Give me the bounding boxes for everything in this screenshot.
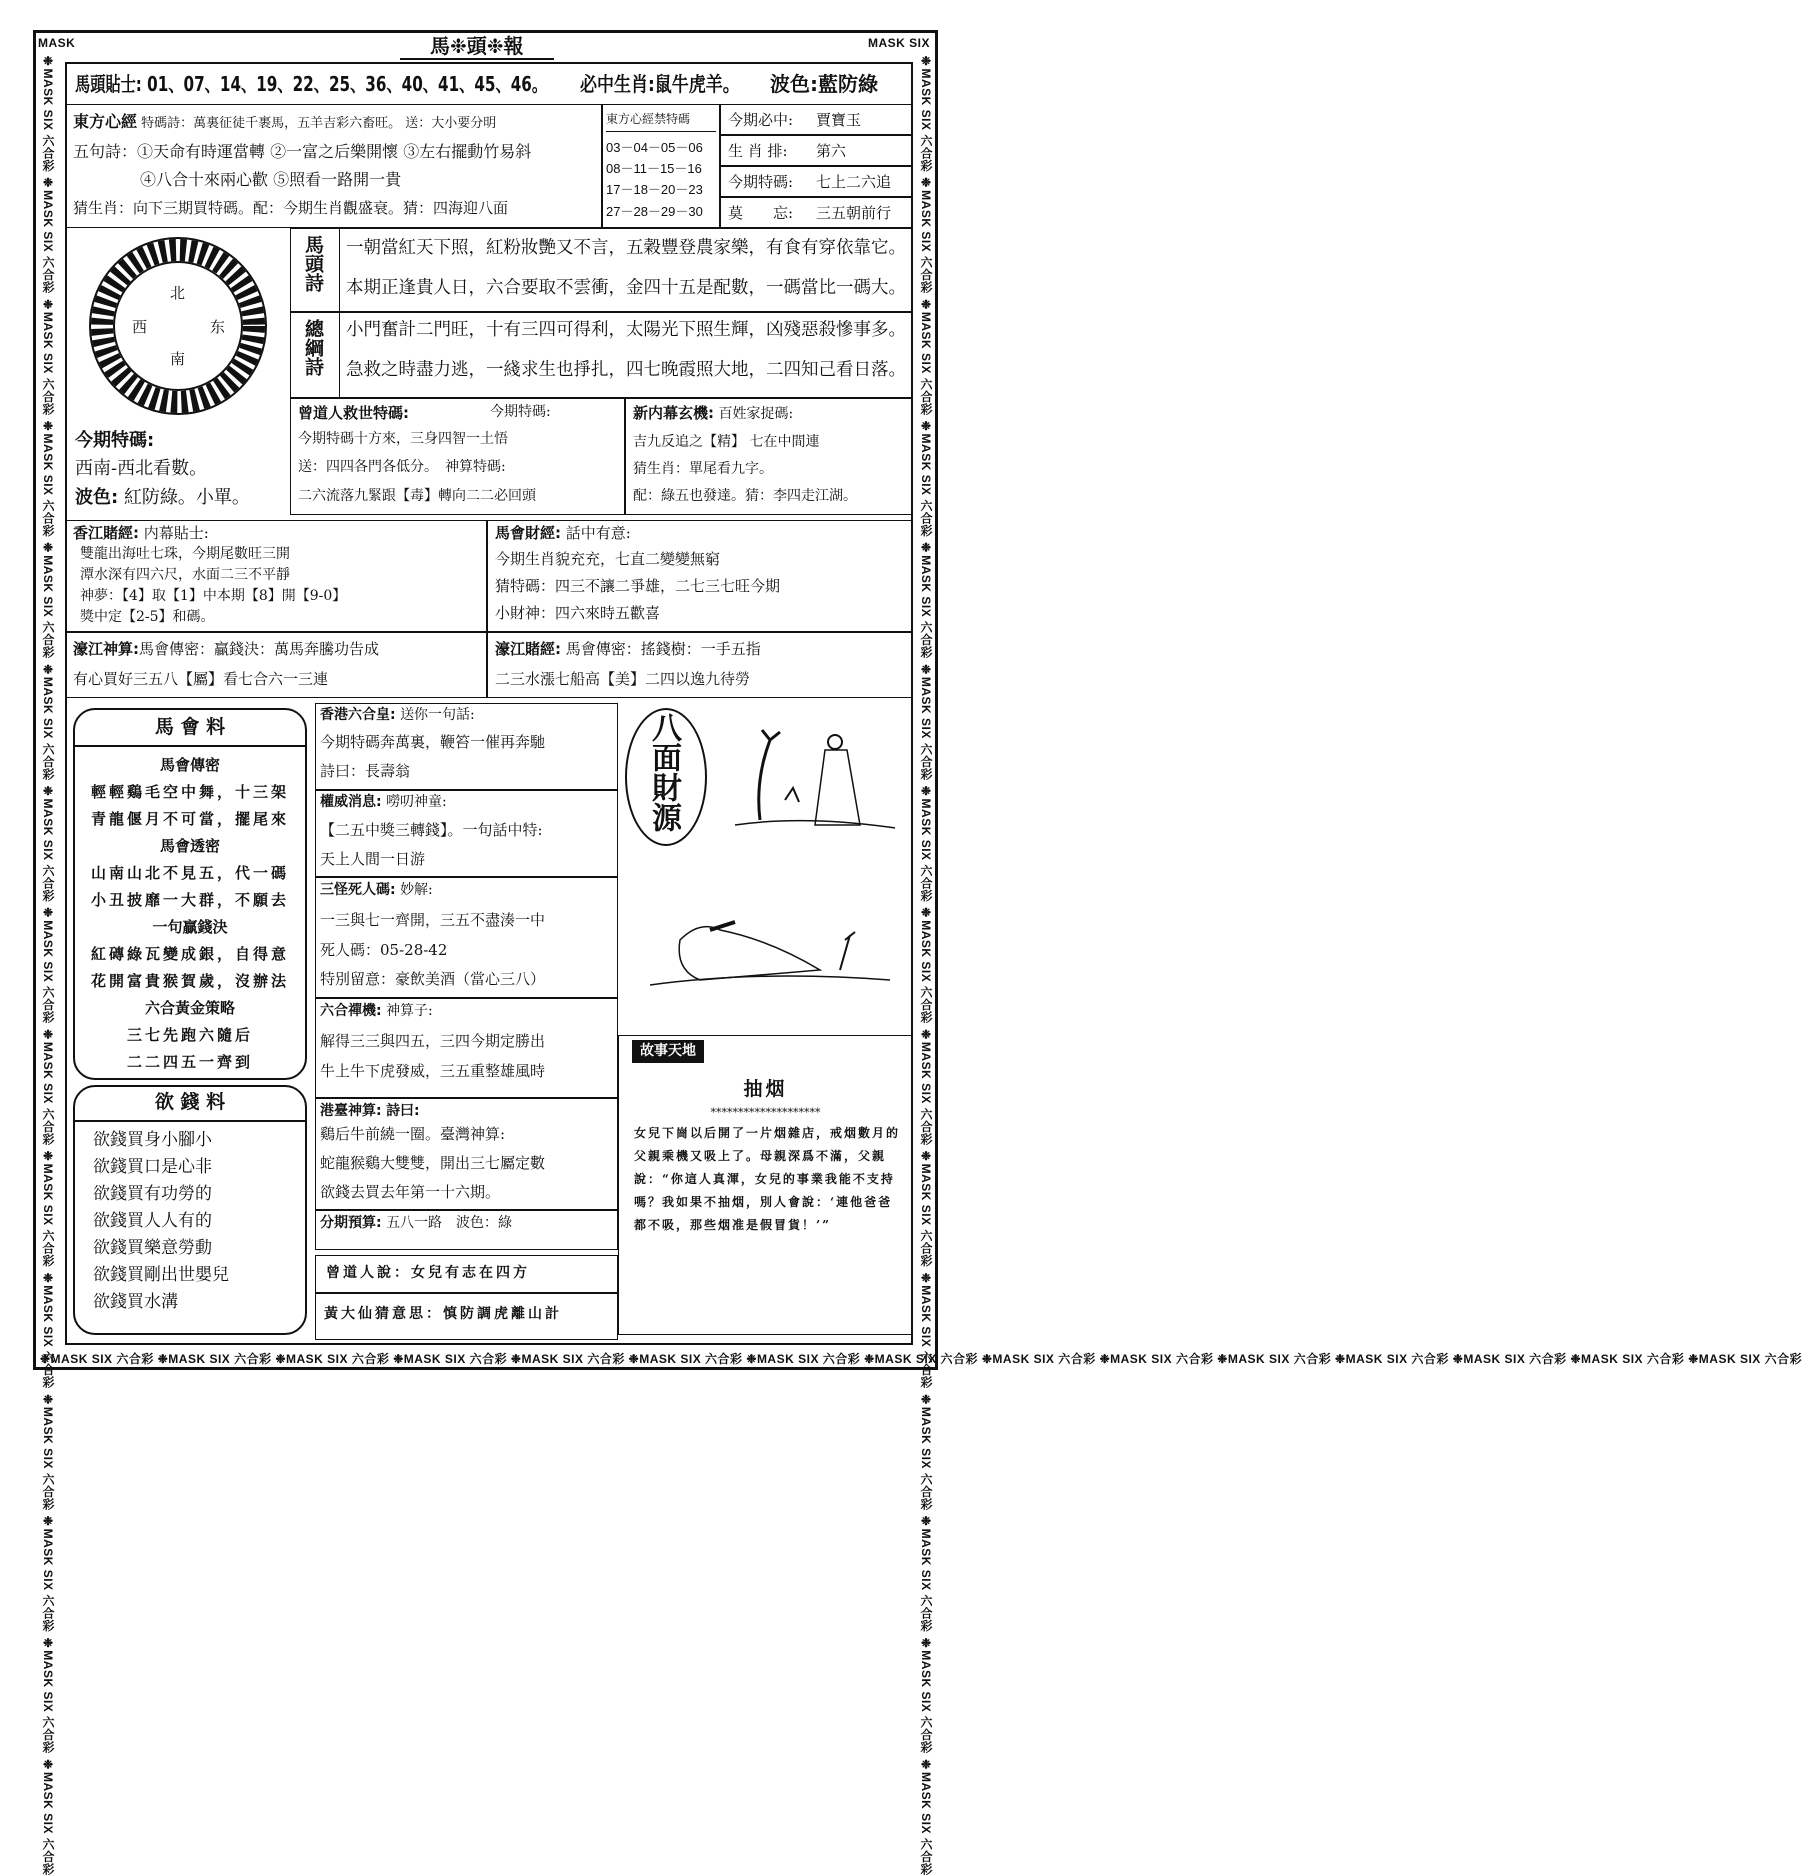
haojiang-ss-head	[73, 640, 379, 658]
block-line: 花開富貴猴賀歲，沒辦法	[90, 972, 289, 990]
info-row	[720, 135, 913, 166]
special-color-label: 波色:	[75, 487, 119, 508]
info-label: 生 肖 排:	[728, 142, 788, 160]
haojiang-ss-sub: 馬會傳密：贏錢決：萬馬奔騰功告成	[139, 640, 380, 658]
block-line: 山南山北不見五，代一碼	[90, 864, 289, 882]
zeng-sub: 今期特碼:	[490, 404, 551, 420]
wheel-south: 南	[170, 350, 186, 368]
wheel-north: 北	[170, 284, 186, 302]
poem-line: 一朝當紅天下照，紅粉妝艷又不言，五穀豐登農家樂，有食有穿依靠它。	[346, 238, 906, 258]
mid-line: 天上人間一日游	[320, 850, 426, 868]
huang-daxian: 黃大仙猜意思：慎防調虎離山計	[324, 1306, 562, 1322]
five-line-1	[73, 142, 531, 161]
info-value: 賈寶玉	[816, 111, 862, 129]
special-color-line	[75, 487, 250, 509]
zonggang-poem-label: 總綱詩	[302, 319, 324, 376]
xiangjiang-title: 香江賭經:	[73, 524, 139, 542]
list-item: 欲錢買剛出世嬰兒	[93, 1265, 229, 1285]
mahui-cai-title: 馬會財經:	[495, 524, 561, 542]
five-line-2: ④八合十來兩心歡 ⑤照看一路開一貴	[140, 170, 402, 189]
east-title: 東方心經	[73, 112, 138, 131]
mid-title: 分期預算:	[320, 1215, 382, 1231]
block-head: 一句贏錢決	[152, 918, 228, 936]
info-row	[720, 166, 913, 197]
haojiang-dj-head	[495, 640, 761, 658]
xinneimu-head	[633, 404, 793, 423]
block-line: 紅磚綠瓦變成銀，自得意	[90, 945, 289, 963]
ban-row: 08－11－15－16	[606, 161, 702, 176]
zeng-title: 曾道人救世特碼:	[298, 404, 409, 422]
zonggang-poem-label-box	[290, 312, 340, 398]
ban-row: 03－04－05－06	[606, 140, 703, 155]
east-guess: 猜生肖：向下三期買特碼。配：今期生肖觀盛衰。猜：四海迎八面	[73, 199, 509, 217]
block-head: 六合黃金策略	[144, 999, 235, 1017]
zodiac-label: 必中生肖:	[580, 72, 655, 96]
mid-line: 鷄后牛前繞一圈。臺灣神算:	[320, 1125, 506, 1143]
scholar-illustration-icon	[715, 720, 905, 840]
mid-head	[320, 707, 475, 724]
border-right-band: ❉MASK SIX 六合彩 ❉MASK SIX 六合彩 ❉MASK SIX 六合彩 ❉MASK SIX 六合彩 ❉MASK SIX 六合彩 ❉MASK SIX 六合彩 ❉MASK SIX 六合彩 ❉MASK SIX 六合彩 ❉MASK SIX 六合彩 ❉MASK SIX 六合彩 ❉MASK SIX 六合彩 ❉MASK SIX 六合彩 ❉MASK SIX 六合彩 ❉MASK SIX 六合彩 ❉MASK SIX 六合彩	[919, 54, 933, 1875]
mid-head	[320, 794, 447, 811]
masthead-title: 馬❉頭❉報	[400, 34, 554, 60]
zeng-line: 送：四四各門各低分。 神算特碼:	[298, 459, 506, 475]
haojiang-ss-line: 有心買好三五八【屬】看七合六一三連	[73, 670, 329, 688]
beast-illustration-icon	[640, 900, 900, 1000]
zeng-line: 二六流落九緊跟【毒】轉向二二必回頭	[298, 488, 536, 504]
xiangjiang-line: 神夢：【4】取【1】中本期【8】開【9-0】	[80, 588, 347, 604]
info-value: 三五朝前行	[816, 204, 892, 222]
story-title: 抽烟	[743, 1078, 788, 1100]
mid-sub: 五八一路 波色：綠	[386, 1215, 513, 1231]
xiangjiang-line: 獎中定【2-5】和碼。	[80, 609, 215, 625]
list-item: 欲錢買口是心非	[93, 1157, 212, 1177]
mid-sub: 詩曰:	[386, 1103, 420, 1119]
xiangjiang-line: 潭水深有四六尺，水面二三不平靜	[80, 567, 290, 583]
tips-label: 馬頭貼士:	[75, 72, 142, 96]
mid-title: 六合禪機:	[320, 1003, 382, 1019]
border-corner-right: MASK SIX	[868, 36, 931, 50]
wheel-west: 西	[132, 318, 148, 336]
mid-line: 蛇龍猴鷄大雙雙，開出三七屬定數	[320, 1154, 546, 1172]
block-head: 馬會透密	[159, 837, 220, 855]
info-row	[720, 197, 913, 228]
xinneimu-line: 猜生肖：單尾看九字。	[633, 461, 773, 477]
info-label: 莫 忘:	[728, 204, 794, 222]
mid-title: 三怪死人碼:	[320, 882, 396, 898]
ban-row: 27－28－29－30	[606, 204, 703, 219]
ban-title: 東方心經禁特碼	[606, 112, 716, 132]
mid-head	[320, 1215, 512, 1232]
mahui-cai-sub: 話中有意:	[565, 524, 631, 542]
east-poem: 特碼詩：萬裏征徒千裹馬，五羊吉彩六畜旺。 送：大小要分明	[141, 116, 497, 131]
mid-line: 詩曰：長壽翁	[320, 762, 411, 780]
color-value: 藍防綠	[818, 72, 878, 96]
mid-head	[320, 1103, 420, 1120]
poem-line: 本期正逢貴人日，六合要取不雲衝，金四十五是配數，一碼當比一碼大。	[346, 278, 906, 298]
mahui-cai-line: 猜特碼：四三不讓二爭雄，二七三七旺今期	[495, 577, 781, 595]
special-line: 西南-西北看數。	[75, 458, 208, 479]
block-line: 二二四五一齊到	[126, 1053, 253, 1071]
list-item: 欲錢買水溝	[93, 1292, 178, 1312]
mid-sub: 妙解:	[400, 882, 433, 898]
mahui-cai-line: 小財神：四六來時五歡喜	[495, 604, 661, 622]
yuqian-liao-list	[93, 1127, 229, 1316]
east-poem-line	[73, 112, 496, 132]
xiangjiang-line: 雙龍出海吐七珠，今期尾數旺三開	[80, 546, 290, 562]
border-corner-left: MASK	[38, 36, 76, 50]
mahui-liao-content	[75, 752, 305, 1076]
block-head: 馬會傳密	[159, 756, 220, 774]
poem-line: 小門奮計二門旺，十有三四可得利，太陽光下照生輝，凶殘惡殺慘事多。	[346, 320, 906, 340]
mid-head	[320, 882, 433, 899]
list-item: 欲錢買有功勞的	[93, 1184, 212, 1204]
mid-title: 港臺神算:	[320, 1103, 382, 1119]
block-line: 輕輕鷄毛空中舞，十三架	[90, 783, 289, 801]
mid-line: 死人碼：05-28-42	[320, 941, 448, 959]
info-label: 今期必中:	[728, 111, 794, 129]
wheel-east: 东	[210, 318, 226, 336]
haojiang-dj-sub: 馬會傳密：搖錢樹：一手五指	[565, 640, 761, 658]
story-text: 女兒下崗以后開了一片烟雜店，戒烟數月的父親乘機又吸上了。母親深爲不滿，父親說：“你這人真渾，女兒的事業我能不支持嗎？我如果不抽烟，別人會說：‘連他爸爸都不吸，那些烟准是假冒貨！’”	[634, 1126, 901, 1232]
mid-sub: 送你一句話:	[400, 707, 475, 723]
zeng-says: 曾道人說：女兒有志在四方	[326, 1265, 530, 1281]
haojiang-dj-title: 濠江賭經:	[495, 640, 561, 658]
tips-numbers: 01、07、14、19、22、25、36、40、41、45、46。	[147, 72, 548, 96]
poem-line: 急救之時盡力逃，一綫求生也掙扎，四七晚霞照大地，二四知己看日落。	[346, 360, 906, 380]
xinneimu-line: 配：綠五也發達。猜：李四走江湖。	[633, 488, 857, 504]
mid-line: 牛上牛下虎發威，三五重整雄風時	[320, 1062, 546, 1080]
special-color-value: 紅防綠。小單。	[123, 487, 250, 508]
yuqian-liao-title: 欲 錢 料	[73, 1091, 307, 1122]
zodiac-value: 鼠牛虎羊。	[654, 72, 740, 96]
border-left-band: ❉MASK SIX 六合彩 ❉MASK SIX 六合彩 ❉MASK SIX 六合彩 ❉MASK SIX 六合彩 ❉MASK SIX 六合彩 ❉MASK SIX 六合彩 ❉MASK SIX 六合彩 ❉MASK SIX 六合彩 ❉MASK SIX 六合彩 ❉MASK SIX 六合彩 ❉MASK SIX 六合彩 ❉MASK SIX 六合彩 ❉MASK SIX 六合彩 ❉MASK SIX 六合彩 ❉MASK SIX 六合彩	[41, 54, 55, 1875]
mid-line: 特別留意：豪飲美酒（當心三八）	[320, 970, 546, 988]
info-label: 今期特碼:	[728, 173, 794, 191]
block-line: 三七先跑六隨后	[126, 1026, 253, 1044]
mahui-cai-line: 今期生肖貌充充，七直二變變無窮	[495, 550, 721, 568]
matou-poem-label-box	[290, 228, 340, 312]
mid-line: 解得三三與四五，三四今期定勝出	[320, 1032, 546, 1050]
block-line: 小丑披靡一大群，不願去	[90, 891, 289, 909]
mid-title: 香港六合皇:	[320, 707, 396, 723]
haojiang-ss-title: 濠江神算:	[73, 640, 139, 658]
zeng-line: 今期特碼十方來，三身四智一土悟	[298, 431, 508, 447]
info-row	[720, 104, 913, 135]
haojiang-dj-line: 二三水漲七船高【美】二四以逸九待勞	[495, 670, 751, 688]
xiangjiang-sub: 内幕貼士:	[143, 524, 209, 542]
story-tag: 故事天地	[632, 1040, 704, 1063]
mid-line: 【二五中獎三轉錢】。一句話中特:	[320, 821, 543, 839]
list-item: 欲錢買身小腳小	[93, 1130, 212, 1150]
story-stars: ********************	[710, 1106, 821, 1119]
info-value: 七上二六追	[816, 173, 892, 191]
mid-title: 權威消息:	[320, 794, 382, 810]
list-item: 欲錢買人人有的	[93, 1211, 212, 1231]
mid-sub: 嘮叨神童:	[386, 794, 447, 810]
five-label: 五句詩：	[73, 142, 138, 161]
mid-head	[320, 1003, 433, 1020]
xinneimu-line: 吉九反追之【精】 七在中間連	[633, 434, 820, 450]
border-bottom-band: ❉MASK SIX 六合彩 ❉MASK SIX 六合彩 ❉MASK SIX 六合彩 ❉MASK SIX 六合彩 ❉MASK SIX 六合彩 ❉MASK SIX 六合彩 ❉MASK SIX 六合彩 ❉MASK SIX 六合彩 ❉MASK SIX 六合彩 ❉MASK SIX 六合彩 ❉MASK SIX 六合彩 ❉MASK SIX 六合彩 ❉MASK SIX 六合彩 ❉MASK SIX 六合彩 ❉MASK SIX 六合彩	[40, 1352, 1802, 1366]
mid-line: 一三與七一齊開，三五不盡湊一中	[320, 911, 546, 929]
list-item: 欲錢買樂意勞動	[93, 1238, 212, 1258]
xinneimu-title: 新内幕玄機:	[633, 404, 714, 422]
five-text-1: ①天命有時運當轉 ②一富之后樂開懷 ③左右擺動竹易斜	[137, 142, 532, 161]
xinneimu-sub: 百姓家捉碼:	[718, 406, 794, 422]
special-title: 今期特碼:	[75, 430, 155, 451]
matou-poem-label: 馬頭詩	[302, 235, 324, 292]
mahui-liao-title: 馬 會 料	[73, 716, 307, 747]
mid-sub: 神算子:	[386, 1003, 433, 1019]
zodiac-line	[580, 72, 740, 96]
color-line	[770, 72, 878, 96]
bamian-title: 八面財源	[646, 712, 681, 832]
ban-row: 17－18－20－23	[606, 182, 703, 197]
info-value: 第六	[816, 142, 847, 160]
block-line: 青龍偃月不可當，擺尾來	[90, 810, 289, 828]
mid-line: 今期特碼奔萬裏，鞭笞一催再奔馳	[320, 733, 546, 751]
xiangjiang-head	[73, 524, 209, 542]
color-label: 波色:	[770, 72, 818, 96]
mahui-cai-head	[495, 524, 631, 542]
compass-wheel-icon	[88, 236, 268, 416]
tips-line	[75, 72, 547, 96]
mid-line: 欲錢去買去年第一十六期。	[320, 1183, 501, 1201]
